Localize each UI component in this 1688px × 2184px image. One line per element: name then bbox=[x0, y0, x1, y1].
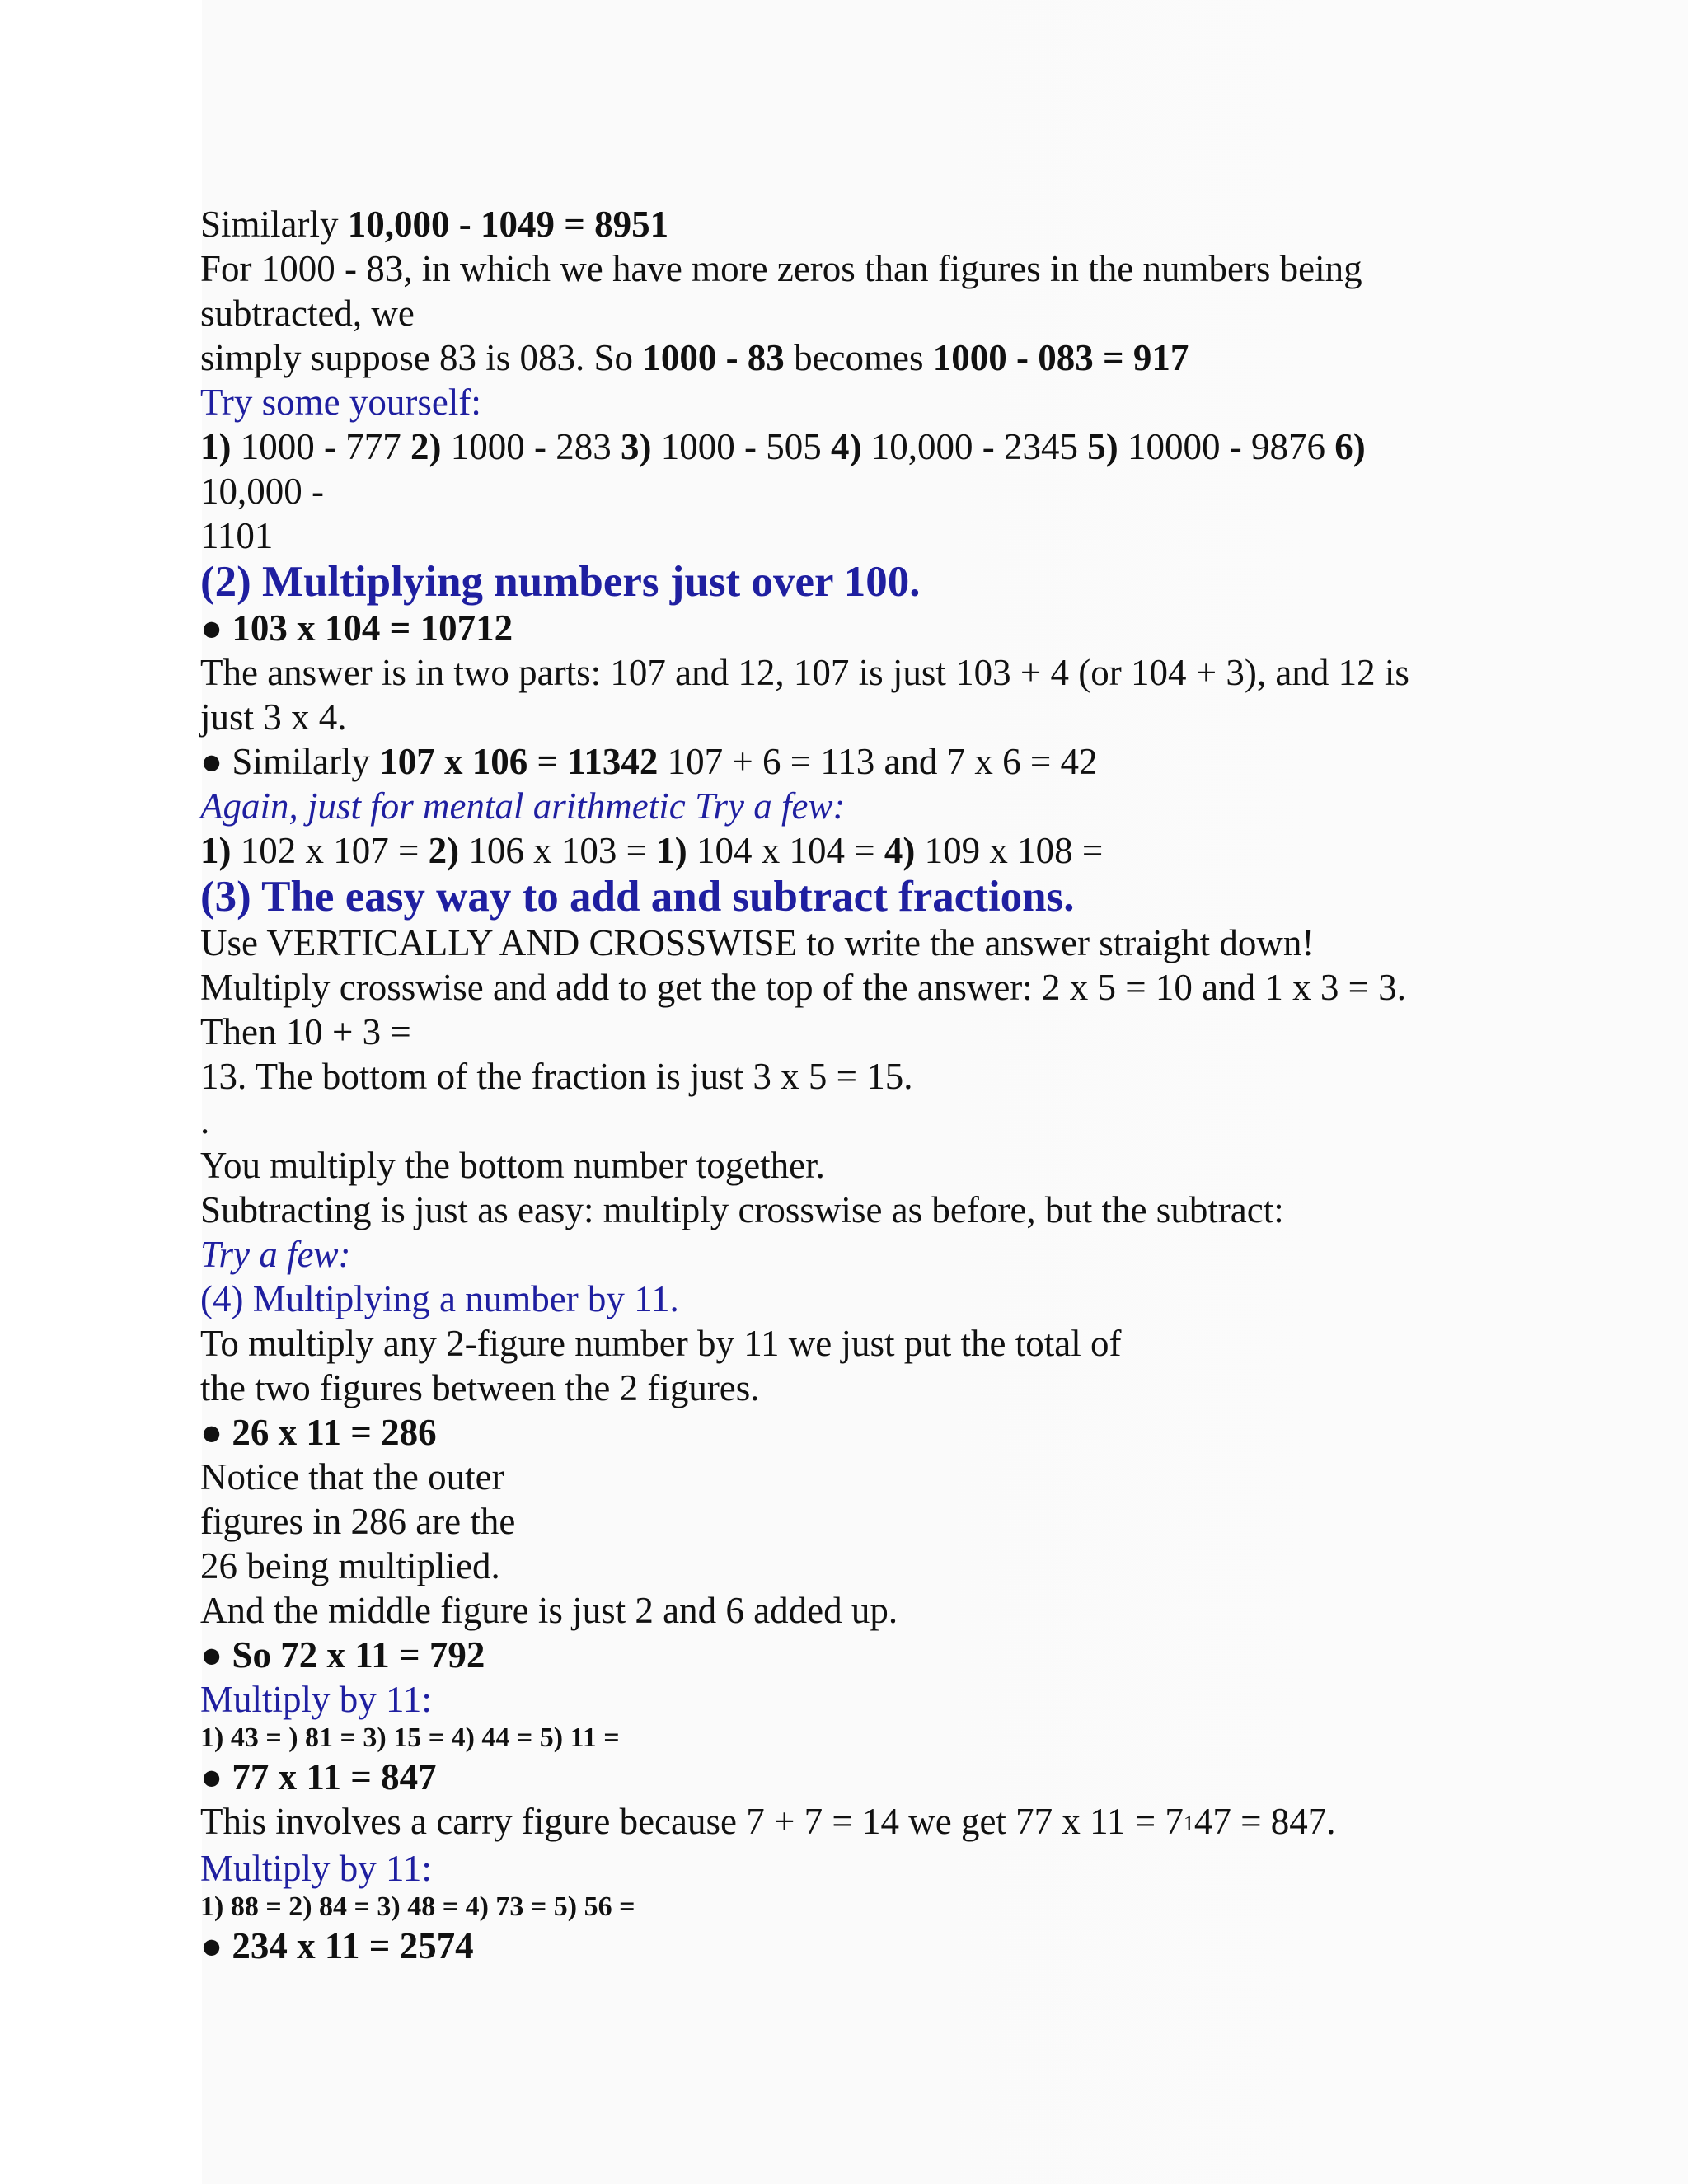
item-number: 6) bbox=[1334, 426, 1366, 467]
exercise-list bbox=[200, 424, 1503, 469]
item-number: 3) bbox=[621, 426, 652, 467]
text-line: subtracted, we bbox=[200, 293, 415, 334]
bold-equation: ● 26 x 11 = 286 bbox=[200, 1412, 437, 1453]
text-span: This involves a carry figure because 7 + 7 = 14 we get 77 x 11 = 7 bbox=[200, 1801, 1184, 1842]
document-body bbox=[200, 202, 1503, 1968]
text-line: . bbox=[200, 1100, 210, 1141]
text-line: Then 10 + 3 = bbox=[200, 1011, 411, 1052]
example-bullet bbox=[200, 739, 1503, 784]
text-span: ● Similarly bbox=[200, 741, 380, 782]
text-line: And the middle figure is just 2 and 6 added up. bbox=[200, 1590, 898, 1631]
item-number: 5) bbox=[1087, 426, 1118, 467]
exercise-prompt: Try some yourself: bbox=[200, 382, 481, 423]
italic-text: Try a few: bbox=[200, 1234, 351, 1275]
item-number: 1) bbox=[200, 830, 232, 871]
text-line: Subtracting is just as easy: multiply crosswise as before, but the subtract: bbox=[200, 1189, 1284, 1230]
text-line: The answer is in two parts: 107 and 12, 107 is just 103 + 4 (or 104 + 3), and 12 is bbox=[200, 652, 1409, 693]
item-text: 10000 - 9876 bbox=[1118, 426, 1335, 467]
item-text: 104 x 104 = bbox=[687, 830, 884, 871]
item-text: 10,000 - 2345 bbox=[861, 426, 1088, 467]
bold-equation: 10,000 - 1049 = 8951 bbox=[347, 204, 669, 245]
item-text: 106 x 103 = bbox=[459, 830, 657, 871]
section-heading-small: (4) Multiplying a number by 11. bbox=[200, 1278, 679, 1319]
text-span: 47 = 847. bbox=[1193, 1801, 1336, 1842]
bold-equation: 107 x 106 = 11342 bbox=[379, 741, 659, 782]
text-line: 10,000 - bbox=[200, 471, 324, 512]
item-number: 1) bbox=[200, 426, 232, 467]
text-line: just 3 x 4. bbox=[200, 696, 347, 738]
text-line: Notice that the outer bbox=[200, 1456, 504, 1497]
item-text: 1000 - 505 bbox=[651, 426, 831, 467]
exercise-prompt: Multiply by 11: bbox=[200, 1848, 432, 1889]
section-heading: (3) The easy way to add and subtract fractions. bbox=[200, 873, 1075, 921]
text-line: 1101 bbox=[200, 515, 274, 556]
text-line bbox=[200, 335, 1503, 380]
section-heading: (2) Multiplying numbers just over 100. bbox=[200, 558, 921, 606]
example-bullet bbox=[200, 1755, 1503, 1799]
text-span: Similarly bbox=[200, 204, 348, 245]
text-line: To multiply any 2-figure number by 11 we just put the total of bbox=[200, 1323, 1122, 1364]
item-number: 4) bbox=[831, 426, 862, 467]
text-line: 26 being multiplied. bbox=[200, 1545, 500, 1586]
item-text: 109 x 108 = bbox=[915, 830, 1104, 871]
exercise-prompt: Multiply by 11: bbox=[200, 1679, 432, 1720]
item-text: 1000 - 777 bbox=[231, 426, 410, 467]
text-line: For 1000 - 83, in which we have more zeros than figures in the numbers being bbox=[200, 248, 1362, 289]
exercise-list: 1) 43 = ) 81 = 3) 15 = 4) 44 = 5) 11 = bbox=[200, 1722, 620, 1753]
italic-text: Again, just for mental arithmetic Try a few: bbox=[200, 785, 846, 827]
text-span: becomes bbox=[784, 337, 933, 378]
bold-equation: ● 103 x 104 = 10712 bbox=[200, 607, 513, 649]
text-line bbox=[200, 202, 1503, 246]
carry-digit: 1 bbox=[1183, 1811, 1194, 1835]
bold-equation: ● 77 x 11 = 847 bbox=[200, 1756, 437, 1797]
exercise-list: 1) 88 = 2) 84 = 3) 48 = 4) 73 = 5) 56 = bbox=[200, 1891, 635, 1922]
example-bullet bbox=[200, 1924, 1503, 1968]
text-line: Use VERTICALLY AND CROSSWISE to write the answer straight down! bbox=[200, 922, 1315, 963]
exercise-prompt bbox=[200, 784, 1503, 828]
item-number: 2) bbox=[410, 426, 442, 467]
text-span: simply suppose 83 is 083. So bbox=[200, 337, 643, 378]
bold-equation: ● So 72 x 11 = 792 bbox=[200, 1634, 485, 1675]
example-bullet bbox=[200, 606, 1503, 650]
exercise-list bbox=[200, 828, 1503, 873]
text-span: 107 + 6 = 113 and 7 x 6 = 42 bbox=[658, 741, 1098, 782]
text-line: figures in 286 are the bbox=[200, 1501, 516, 1542]
item-text: 102 x 107 = bbox=[231, 830, 429, 871]
example-bullet bbox=[200, 1410, 1503, 1455]
text-line bbox=[200, 1799, 1503, 1846]
item-number: 4) bbox=[884, 830, 916, 871]
bold-expression: 1000 - 83 bbox=[642, 337, 785, 378]
item-number: 1) bbox=[656, 830, 687, 871]
text-line: 13. The bottom of the fraction is just 3 x 5 = 15. bbox=[200, 1056, 913, 1097]
exercise-prompt bbox=[200, 1232, 1503, 1277]
text-line: You multiply the bottom number together. bbox=[200, 1145, 825, 1186]
bold-equation: 1000 - 083 = 917 bbox=[932, 337, 1189, 378]
item-text: 1000 - 283 bbox=[441, 426, 621, 467]
text-line: Multiply crosswise and add to get the top of the answer: 2 x 5 = 10 and 1 x 3 = 3. bbox=[200, 967, 1407, 1008]
bold-equation: ● 234 x 11 = 2574 bbox=[200, 1925, 474, 1966]
example-bullet bbox=[200, 1633, 1503, 1677]
item-number: 2) bbox=[428, 830, 460, 871]
text-line: the two figures between the 2 figures. bbox=[200, 1367, 760, 1408]
